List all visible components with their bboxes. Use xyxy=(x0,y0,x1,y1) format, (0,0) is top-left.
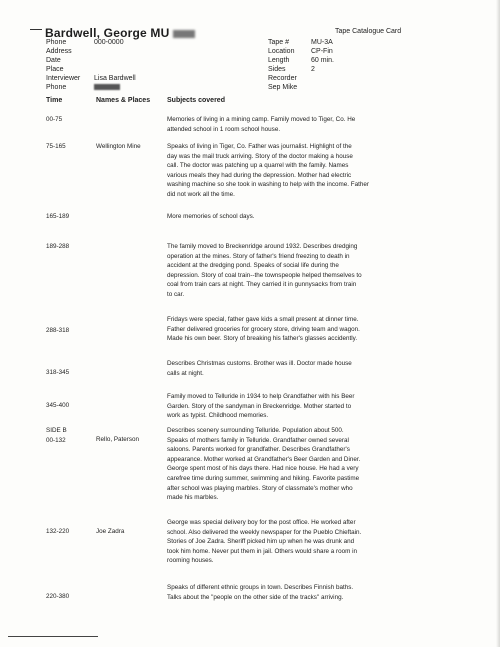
interviewer-field: Interviewer Lisa Bardwell xyxy=(46,75,136,82)
entry-place: Rello, Paterson xyxy=(96,436,140,443)
subject-line: school. Also delivered the weekly newspaper for the Pueblo Chieftain. xyxy=(167,528,362,536)
date-field: Date xyxy=(46,57,61,64)
address-field: Address xyxy=(46,48,72,55)
subject-line: The family moved to Breckenridge around 1932. Describes dredging xyxy=(167,243,358,250)
card-title: Tape Catalogue Card xyxy=(335,28,402,35)
entry-subjects xyxy=(167,212,472,222)
entry-subjects xyxy=(167,518,472,566)
recorder-field: Recorder xyxy=(268,75,297,82)
subject-line: appearance. Mother worked at Grandfather's Beer Garden and Diner. xyxy=(167,455,361,463)
place-field: Place xyxy=(46,66,64,73)
location-field: Location CP-Fin xyxy=(268,48,333,55)
subject-line: George spent most of his days there. Had nice house. He had a very xyxy=(167,465,359,473)
scan-mark xyxy=(30,29,42,30)
subject-line: washing machine so she took in washing to help with the income. Father xyxy=(167,181,369,189)
subject-line: saloons. Parents worked for grandfather. Describes Grandfather's xyxy=(167,446,350,454)
subject-line: carefree time during summer, swimming and hiking. Favorite pastime xyxy=(167,474,360,482)
subject-line: Father delivered groceries for grocery store, driving team and wagon. xyxy=(167,325,360,333)
entry-subjects xyxy=(167,315,472,344)
entry-subjects xyxy=(167,583,472,602)
entry-time: 132-220 xyxy=(46,528,70,535)
entry-place: Wellington Mine xyxy=(96,143,141,150)
subject-line: work as typist. Childhood memories. xyxy=(167,412,269,420)
subject-line: call. The doctor was patching up a quarrel with the family. Names xyxy=(167,162,349,170)
tape-number-field: Tape # MU-3A xyxy=(268,39,333,46)
subject-line: attended school in 1 room school house. xyxy=(167,125,281,133)
subject-line: accident at the dredging pond. Speaks of social life during the xyxy=(167,262,339,270)
subject-line: depression. Story of coal train--the townspeople helped themselves to xyxy=(167,271,362,279)
subject-line: Garden. Story of the sandyman in Breckenridge. Mother started to xyxy=(167,402,352,410)
subject-line: Speaks of mothers family in Telluride. Grandfather owned several xyxy=(167,436,349,444)
subject-line: Family moved to Telluride in 1934 to help Grandfather with his Beer xyxy=(167,393,355,400)
names-places-column-header: Names & Places xyxy=(96,97,151,104)
subject-line: to car. xyxy=(167,290,185,298)
length-field: Length 60 min. xyxy=(268,57,334,64)
sep-mike-field: Sep Mike xyxy=(268,84,298,91)
sides-field: Sides 2 xyxy=(268,66,315,73)
subject-line: More memories of school days. xyxy=(167,213,255,220)
entry-subjects xyxy=(167,115,472,134)
subject-line: George was special delivery boy for the post office. He worked after xyxy=(167,519,356,526)
subject-line: made his marbles. xyxy=(167,494,219,502)
entry-time: 00-75 xyxy=(46,116,63,123)
scan-edge-line xyxy=(8,636,98,637)
subject-line: Stories of Joe Zadra. Sheriff picked him up when he was drunk and xyxy=(167,538,355,546)
entry-place: Joe Zadra xyxy=(96,528,125,535)
entry-subjects xyxy=(167,242,472,300)
subject-line: Talks about the "people on the other side of the tracks" arriving. xyxy=(167,593,344,601)
subject-line: coal from train cars at night. They carried it in gunnysacks from train xyxy=(167,281,357,289)
subject-line: after school was playing marbles. Story of classmate's mother who xyxy=(167,484,353,492)
phone-field: Phone 000-0000 xyxy=(46,39,124,46)
subject-line: day was the mail truck arriving. Story of the doctor making a house xyxy=(167,152,353,160)
entry-time: SIDE B 00-132 xyxy=(46,427,67,444)
subject-line: various meals they had during the depression. Mother had electric xyxy=(167,171,352,179)
redacted-mark xyxy=(173,30,195,38)
time-column-header: Time xyxy=(46,97,63,104)
subject-line: rooming houses. xyxy=(167,557,214,565)
subjects-column-header: Subjects covered xyxy=(167,97,225,104)
subject-line: Describes Christmas customs. Brother was ill. Doctor made house xyxy=(167,360,352,367)
entry-time: 75-165 xyxy=(46,143,66,150)
entry-time: 345-400 xyxy=(46,402,70,409)
scan-edge-shadow xyxy=(496,0,500,647)
interviewer-phone-field: Phone xyxy=(46,84,120,91)
subject-line: Made his own beer. Story of breaking his father's glasses accidently. xyxy=(167,335,358,343)
entry-time: 165-189 xyxy=(46,213,70,220)
subject-line: Describes scenery surrounding Telluride. Population about 500. xyxy=(167,427,344,434)
entry-subjects xyxy=(167,392,472,421)
subject-line: Speaks of living in Tiger, Co. Father was journalist. Highlight of the xyxy=(167,143,352,150)
subject-line: did not work all the time. xyxy=(167,190,235,198)
subject-line: Memories of living in a mining camp. Family moved to Tiger, Co. He xyxy=(167,116,356,123)
subject-line: calls at night. xyxy=(167,369,204,377)
entry-subjects xyxy=(167,142,472,200)
interviewee-name: Bardwell, George MU xyxy=(45,26,195,40)
entry-subjects xyxy=(167,359,472,378)
subject-line: Fridays were special, father gave kids a small present at dinner time. xyxy=(167,316,359,323)
redacted-mark xyxy=(94,84,120,90)
subject-line: Speaks of different ethnic groups in town. Describes Finnish baths. xyxy=(167,584,354,591)
entry-time: 220-380 xyxy=(46,593,70,600)
subject-line: took him home. Never put them in jail. Others would share a room in xyxy=(167,547,358,555)
subject-line: operation at the mines. Story of father's friend freezing to death in xyxy=(167,252,350,260)
entry-time: 318-345 xyxy=(46,369,70,376)
entry-time: 288-318 xyxy=(46,327,70,334)
entry-time: 189-288 xyxy=(46,243,70,250)
entry-subjects xyxy=(167,426,472,503)
